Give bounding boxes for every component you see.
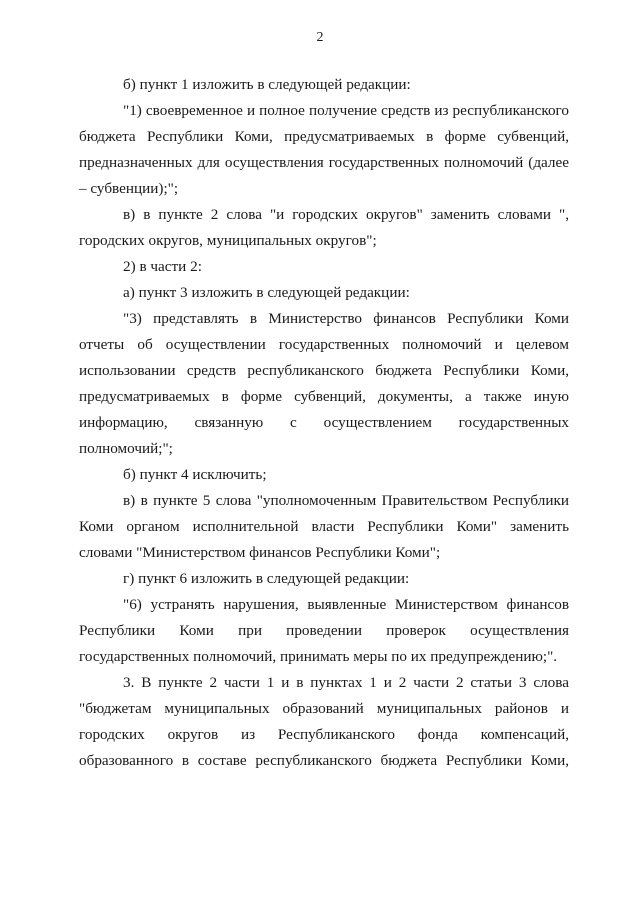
paragraph-amend-item-6: г) пункт 6 изложить в следующей редакции: bbox=[123, 570, 410, 587]
paragraph-article-3: 3. В пункте 2 части 1 и в пунктах 1 и 2 части 2 статьи 3 слова "бюджетам муниципальных образований муниципальных районов и городских округов из Республиканского фонда компенсаций, образованного в составе республиканского бюджета Республики Коми, bbox=[79, 674, 569, 769]
paragraph-exclude-item-4: б) пункт 4 исключить; bbox=[123, 466, 267, 483]
paragraph-item-3-text: "3) представлять в Министерство финансов Республики Коми отчеты об осуществлении государственных полномочий и целевом использовании средств республиканского бюджета Республики Коми, предусматриваемых в форме субвенций, документы, а также иную информацию, связанную с осуществлением государственных полномочий;"; bbox=[79, 310, 569, 457]
paragraph-amend-item-5: в) в пункте 5 слова "уполномоченным Правительством Республики Коми органом исполнительной власти Республики Коми" заменить словами "Министерством финансов Республики Коми"; bbox=[79, 492, 569, 561]
paragraph-amend-item-2: в) в пункте 2 слова "и городских округов" заменить словами ", городских округов, муниципальных округов"; bbox=[79, 206, 569, 249]
paragraph-amend-item-3: а) пункт 3 изложить в следующей редакции: bbox=[123, 284, 410, 301]
page-number: 2 bbox=[316, 30, 324, 45]
paragraph-item-1-text: "1) своевременное и полное получение средств из республиканского бюджета Республики Коми, предусматриваемых в форме субвенций, предназначенных для осуществления государственных полномочий (далее – субвенции);"; bbox=[79, 102, 569, 197]
paragraph-amend-item-1: б) пункт 1 изложить в следующей редакции: bbox=[123, 76, 411, 93]
paragraph-part-2: 2) в части 2: bbox=[123, 258, 202, 275]
paragraph-item-6-text: "6) устранять нарушения, выявленные Министерством финансов Республики Коми при проведении проверок осуществления государственных полномочий, принимать меры по их предупреждению;". bbox=[79, 596, 569, 665]
document-body bbox=[79, 72, 569, 774]
